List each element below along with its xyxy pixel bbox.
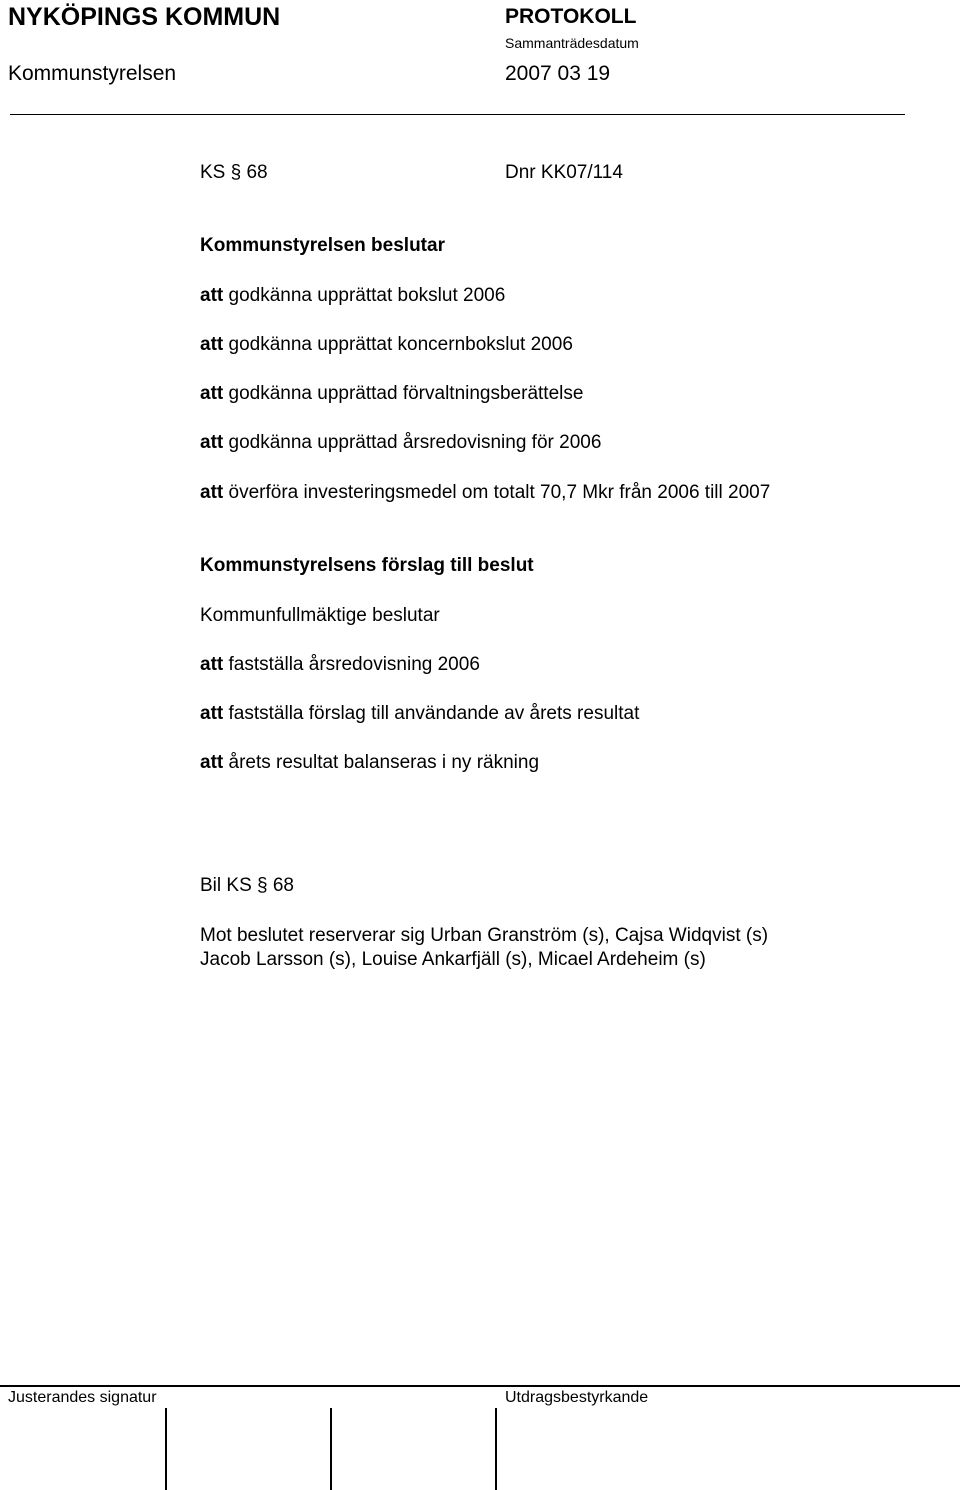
decision-item: att godkänna upprättad årsredovisning för 2006 xyxy=(200,432,602,453)
signature-box-divider xyxy=(165,1408,167,1490)
attachment-reference: Bil KS § 68 xyxy=(200,875,294,896)
proposal-item: att årets resultat balanseras i ny räkning xyxy=(200,752,540,773)
footer-divider xyxy=(0,1385,960,1387)
signature-box-divider xyxy=(495,1408,497,1490)
meeting-date-label: Sammanträdesdatum xyxy=(505,35,639,51)
signature-box-divider xyxy=(330,1408,332,1490)
proposal-item: att fastställa förslag till användande av årets resultat xyxy=(200,703,640,724)
document-type: PROTOKOLL xyxy=(505,5,637,28)
organization-name: NYKÖPINGS KOMMUN xyxy=(8,3,281,31)
proposal-item: att fastställa årsredovisning 2006 xyxy=(200,654,480,675)
case-dnr: Dnr KK07/114 xyxy=(505,162,623,183)
decision-heading: Kommunstyrelsen beslutar xyxy=(200,235,445,256)
header-divider xyxy=(10,114,905,115)
case-paragraph: KS § 68 xyxy=(200,162,268,183)
proposal-intro: Kommunfullmäktige beslutar xyxy=(200,605,440,626)
reservation-line-2: Jacob Larsson (s), Louise Ankarfjäll (s), Micael Ardeheim (s) xyxy=(200,949,706,970)
signature-label: Justerandes signatur xyxy=(8,1389,157,1406)
decision-item: att godkänna upprättat koncernbokslut 2006 xyxy=(200,334,573,355)
reservation-line-1: Mot beslutet reserverar sig Urban Granström (s), Cajsa Widqvist (s) xyxy=(200,925,769,946)
proposal-heading: Kommunstyrelsens förslag till beslut xyxy=(200,555,534,576)
extract-certification-label: Utdragsbestyrkande xyxy=(505,1389,649,1406)
decision-item: att överföra investeringsmedel om totalt 70,7 Mkr från 2006 till 2007 xyxy=(200,482,771,503)
decision-item: att godkänna upprättad förvaltningsberättelse xyxy=(200,383,584,404)
meeting-date: 2007 03 19 xyxy=(505,62,611,85)
decision-item: att godkänna upprättat bokslut 2006 xyxy=(200,285,506,306)
committee-name: Kommunstyrelsen xyxy=(8,62,177,85)
